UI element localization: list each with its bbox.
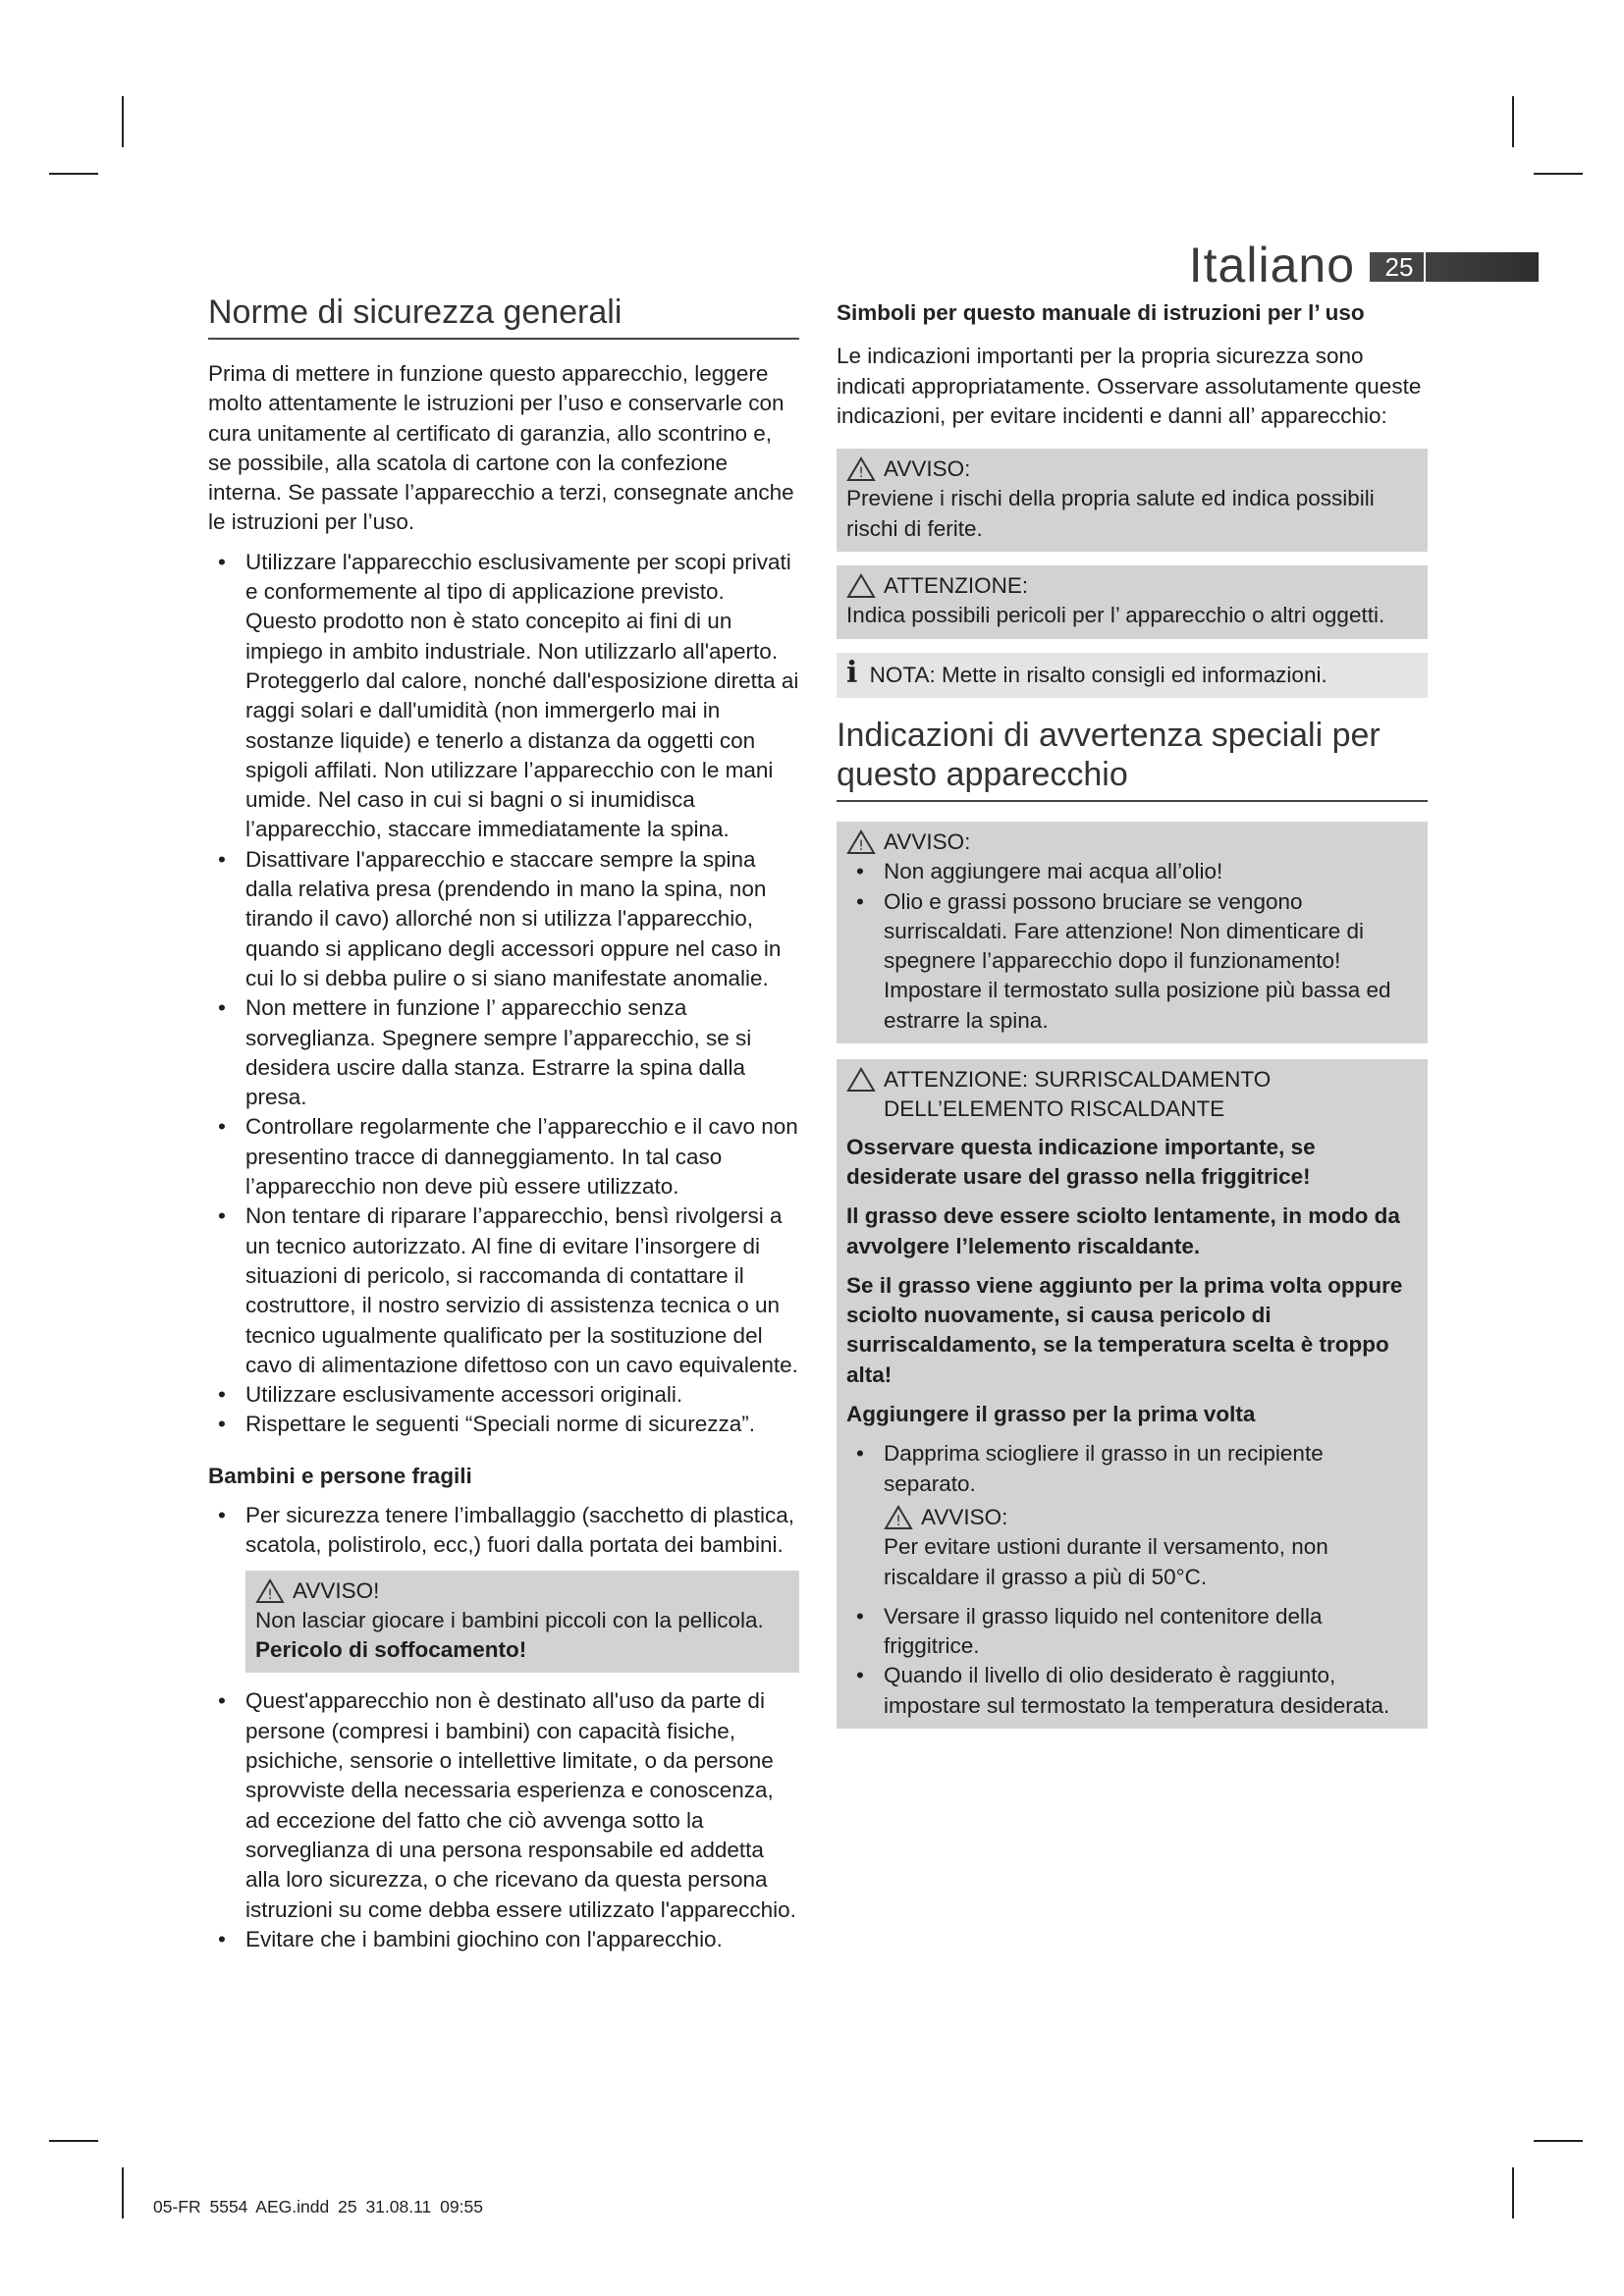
overheat-subtitle: Aggiungere il grasso per la prima volta xyxy=(846,1402,1256,1427)
left-column xyxy=(208,293,799,1964)
list-item: • Non tentare di riparare l’apparecchio, bensì rivolgersi a un tecnico autorizzato. Al fine di evitare l’insorgere di situazioni di pericolo, si raccomanda di contattare il costruttore, il nostro servizio di assistenza tecnica o un tecnico ugualmente qualificato per la sostituzione del cavo di alimentazione difettoso con un cavo equivalente. xyxy=(218,1203,798,1377)
warning-triangle-icon xyxy=(846,829,876,855)
crop-mark xyxy=(122,96,124,147)
overheat-list-2 xyxy=(846,1602,1418,1721)
overheat-box xyxy=(837,1059,1428,1729)
crop-mark xyxy=(49,2140,98,2142)
special-avviso-title: ! AVVISO: xyxy=(846,828,1418,857)
warning-triangle-icon xyxy=(255,1578,285,1604)
avviso-box xyxy=(837,449,1428,552)
caution-triangle-icon xyxy=(846,573,876,599)
list-item: • Utilizzare l'apparecchio esclusivamente per scopi privati e conformemente al tipo di applicazione previsto. Questo prodotto non è stato concepito ai fini di un impiego in ambito industriale. Non utilizzarlo all'aperto. Proteggerlo dal calore, nonché dall'esposizione diretta ai raggi solari e dall'umidità (non immergerlo mai in sostanze liquide) e tenerlo a distanza da oggetti con spigoli affilati. Non utilizzare l’apparecchio con le mani umide. Nel caso in cui si bagni o si inumidisca l’apparecchio, staccare immediatamente la spina. xyxy=(218,549,799,842)
crop-mark xyxy=(49,173,98,175)
inner-avviso-text: Per evitare ustioni durante il versamento, non riscaldare il grasso a più di 50°C. xyxy=(884,1534,1328,1589)
svg-text:!: ! xyxy=(858,465,864,482)
children-list xyxy=(208,1501,799,1561)
language-title: Italiano xyxy=(1188,238,1355,293)
crop-mark xyxy=(1534,173,1583,175)
list-item: • Dapprima sciogliere il grasso in un recipiente separato. xyxy=(856,1441,1324,1496)
overheat-title: ATTENZIONE: SURRISCALDAMENTO DELL’ELEMENTO RISCALDANTE xyxy=(846,1065,1418,1125)
warning-triangle-icon xyxy=(884,1505,913,1530)
list-item: • Quest'apparecchio non è destinato all'uso da parte di persone (compresi i bambini) con capacità fisiche, psichiche, sensorie o intellettive limitate, o da persone sprovviste della necessaria esperienza e conoscenza, ad eccezione del fatto che ciò avvenga sotto la sorveglianza di una persona responsabile ed addetta alla loro sicurezza, o che ricevano da questa persona istruzioni su come debba essere utilizzato l'apparecchio. xyxy=(218,1688,796,1922)
nota-label: NOTA: xyxy=(869,662,936,687)
overheat-p2: Il grasso deve essere sciolto lentamente, in modo da avvolgere l’lelemento riscaldante. xyxy=(846,1203,1400,1258)
crop-mark xyxy=(122,2167,124,2218)
list-item: • Per sicurezza tenere l’imballaggio (sacchetto di plastica, scatola, polistirolo, ecc,) fuori dalla portata dei bambini. xyxy=(218,1502,795,1558)
overheat-list xyxy=(846,1439,1418,1499)
crop-mark xyxy=(1534,2140,1583,2142)
symbols-heading: Simboli per questo manuale di istruzioni per l’ uso xyxy=(837,300,1365,325)
safety-list xyxy=(208,548,799,1440)
crop-mark xyxy=(1512,2167,1514,2218)
nota-text: Mette in risalto consigli ed informazioni. xyxy=(942,662,1327,687)
special-avviso-list xyxy=(846,857,1418,1036)
attenzione-box xyxy=(837,565,1428,639)
crop-mark xyxy=(1512,96,1514,147)
warning-box xyxy=(245,1571,799,1674)
list-item: • Evitare che i bambini giochino con l'apparecchio. xyxy=(218,1926,723,1951)
symbols-intro: Le indicazioni importanti per la propria sicurezza sono indicati appropriatamente. Osservare assolutamente queste indicazioni, per evitare incidenti e danni all’ apparecchio: xyxy=(837,344,1422,428)
section-title-safety: Norme di sicurezza generali xyxy=(208,293,799,340)
list-item: • Controllare regolarmente che l’apparecchio e il cavo non presentino tracce di danneggiamento. In tal caso l’apparecchio non deve più essere utilizzato. xyxy=(218,1114,798,1200)
caution-triangle-icon xyxy=(846,1067,876,1093)
attenzione-text: Indica possibili pericoli per l’ apparecchio o altri oggetti. xyxy=(846,603,1385,628)
avviso-text: Previene i rischi della propria salute ed indica possibili rischi di ferite. xyxy=(846,486,1375,541)
overheat-p1: Osservare questa indicazione importante, se desiderate usare del grasso nella friggitrice! xyxy=(846,1134,1316,1189)
children-heading: Bambini e persone fragili xyxy=(208,1463,472,1488)
list-item: • Olio e grassi possono bruciare se vengono surriscaldati. Fare attenzione! Non dimenticare di spegnere l’apparecchio dopo il funzionamento! Impostare il termostato sulla posizione più bassa ed estrarre la spina. xyxy=(856,888,1391,1033)
list-item: • Non mettere in funzione l’ apparecchio senza sorveglianza. Spegnere sempre l’apparecchio, se si desidera uscire dalla stanza. Estrarre la spina dalla presa. xyxy=(218,995,752,1110)
right-column xyxy=(837,293,1428,1742)
warning-triangle-icon xyxy=(846,456,876,482)
list-item: • Utilizzare esclusivamente accessori originali. xyxy=(218,1382,683,1408)
inner-avviso-title: ! AVVISO: xyxy=(884,1503,1418,1532)
avviso-title: ! AVVISO: xyxy=(846,454,1418,484)
list-item: • Rispettare le seguenti “Speciali norme di sicurezza”. xyxy=(218,1412,755,1437)
persons-list xyxy=(208,1686,799,1954)
attenzione-title: ATTENZIONE: xyxy=(846,571,1418,601)
warning-box-text: Non lasciar giocare i bambini piccoli con la pellicola. Pericolo di soffocamento! xyxy=(255,1607,764,1663)
svg-text:!: ! xyxy=(895,1514,901,1530)
svg-text:!: ! xyxy=(858,838,864,855)
svg-text:!: ! xyxy=(267,1586,273,1603)
inner-avviso xyxy=(884,1503,1418,1592)
list-item: • Non aggiungere mai acqua all’olio! xyxy=(856,859,1223,884)
page-number: 25 xyxy=(1375,252,1426,282)
warning-box-title: ! AVVISO! xyxy=(255,1576,789,1606)
section-title-special: Indicazioni di avvertenza speciali per questo apparecchio xyxy=(837,716,1428,802)
nota-box xyxy=(837,653,1428,698)
print-footer: 05-FR 5554 AEG.indd 25 31.08.11 09:55 xyxy=(153,2197,483,2216)
info-icon: i xyxy=(846,655,858,690)
list-item: • Disattivare l'apparecchio e staccare sempre la spina dalla relativa presa (prendendo in mano la spina, non tirando il cavo) allorché non si utilizza l'apparecchio, quando si applicano degli accessori oppure nel caso in cui lo si debba pulire o si siano manifestate anomalie. xyxy=(218,846,782,990)
list-item: • Versare il grasso liquido nel contenitore della friggitrice. xyxy=(856,1603,1323,1659)
list-item: • Quando il livello di olio desiderato è raggiunto, impostare sul termostato la temperatura desiderata. xyxy=(856,1663,1390,1718)
special-avviso-box xyxy=(837,822,1428,1043)
intro-paragraph: Prima di mettere in funzione questo apparecchio, leggere molto attentamente le istruzioni per l’uso e conservarle con cura unitamente al certificato di garanzia, allo scontrino e, se possibile, alla scatola di cartone con la confezione interna. Se passate l’apparecchio a terzi, consegnate anche le istruzioni per l’uso. xyxy=(208,361,794,535)
overheat-p3: Se il grasso viene aggiunto per la prima volta oppure sciolto nuovamente, si causa pericolo di surriscaldamento, se la temperatura scelta è troppo alta! xyxy=(846,1272,1403,1387)
